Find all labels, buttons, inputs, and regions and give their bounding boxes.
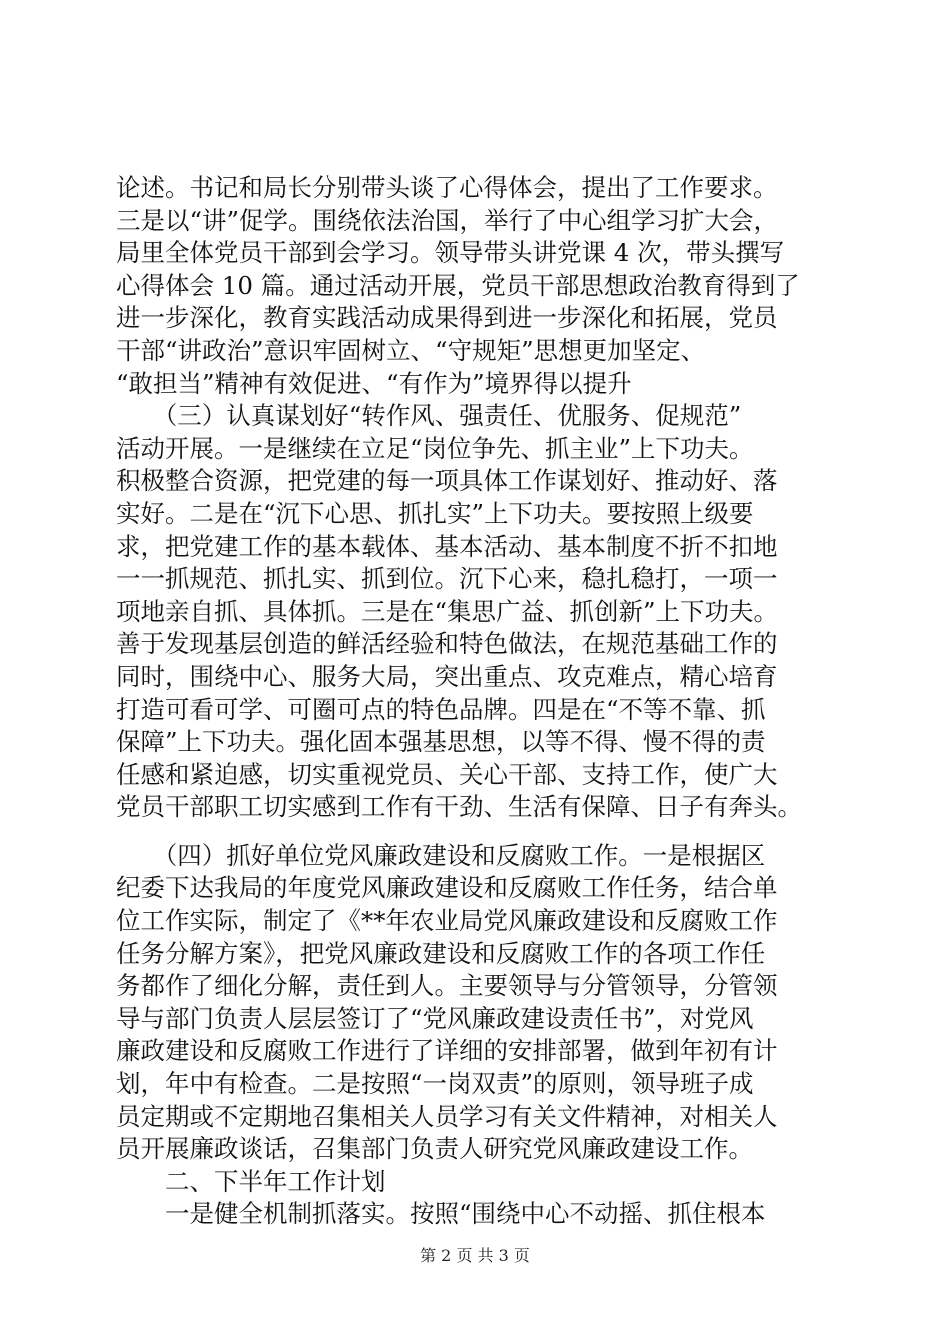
paragraph-block-1 [116, 172, 836, 400]
text-line: 员定期或不定期地召集相关人员学习有关文件精神，对相关人 [116, 1101, 778, 1131]
text-line: 划，年中有检查。二是按照“一岗双责”的原则，领导班子成 [116, 1069, 754, 1099]
text-line: 干部“讲政治”意识牢固树立、“守规矩”思想更加坚定、 [116, 335, 706, 365]
text-line: 心得体会 10 篇。通过活动开展，党员干部思想政治教育得到了 [116, 270, 800, 300]
text-line: 论述。书记和局长分别带头谈了心得体会，提出了工作要求。 [116, 173, 778, 202]
page-footer: 第 2 页 共 3 页 [420, 1246, 530, 1265]
text-line: 项地亲自抓、具体抓。三是在“集思广益、抓创新”上下功夫。 [116, 596, 779, 626]
text-line: 求，把党建工作的基本载体、基本活动、基本制度不折不扣地 [116, 531, 778, 561]
text-line: 任务分解方案》，把党风廉政建设和反腐败工作的各项工作任 [116, 938, 766, 968]
text-line: 积极整合资源，把党建的每一项具体工作谋划好、推动好、落 [116, 466, 778, 496]
paragraph-block-3 [116, 840, 836, 1231]
document-body [116, 172, 836, 1231]
text-line: （四）抓好单位党风廉政建设和反腐败工作。一是根据区 [116, 840, 766, 870]
text-line: 三是以“讲”促学。围绕依法治国，举行了中心组学习扩大会， [116, 205, 779, 235]
text-line: 员开展廉政谈话，召集部门负责人研究党风廉政建设工作。 [116, 1134, 753, 1164]
text-line: 任感和紧迫感，切实重视党员、关心干部、支持工作，使广大 [116, 759, 778, 789]
text-line: 善于发现基层创造的鲜活经验和特色做法，在规范基础工作的 [116, 629, 778, 659]
text-line: 进一步深化，教育实践活动成果得到进一步深化和拓展，党员 [116, 303, 778, 333]
text-line: 局里全体党员干部到会学习。领导带头讲党课 4 次，带头撰写 [116, 238, 785, 268]
text-line: 实好。二是在“沉下心思、抓扎实”上下功夫。要按照上级要 [116, 498, 754, 528]
text-line: “敢担当”精神有效促进、“有作为”境界得以提升 [116, 368, 632, 398]
text-line: 一一抓规范、抓扎实、抓到位。沉下心来，稳扎稳打，一项一 [116, 564, 778, 594]
text-line: （三）认真谋划好“转作风、强责任、优服务、促规范” [116, 401, 742, 431]
text-line: 活动开展。一是继续在立足“岗位争先、抓主业”上下功夫。 [116, 433, 754, 463]
text-line: 党员干部职工切实感到工作有干劲、生活有保障、日子有奔头。 [116, 792, 802, 822]
text-line: 导与部门负责人层层签订了“党风廉政建设责任书”，对党风 [116, 1003, 754, 1033]
text-line: 务都作了细化分解，责任到人。主要领导与分管领导，分管领 [116, 971, 778, 1001]
text-line: 保障”上下功夫。强化固本强基思想，以等不得、慢不得的责 [116, 727, 766, 757]
text-line: 一是健全机制抓落实。按照“围绕中心不动摇、抓住根本 [116, 1199, 766, 1229]
text-line: 廉政建设和反腐败工作进行了详细的安排部署，做到年初有计 [116, 1036, 778, 1066]
text-line: 同时，围绕中心、服务大局，突出重点、攻克难点，精心培育 [116, 661, 778, 691]
text-line: 位工作实际，制定了《**年农业局党风廉政建设和反腐败工作 [116, 906, 778, 936]
text-line: 纪委下达我局的年度党风廉政建设和反腐败工作任务，结合单 [116, 873, 778, 903]
paragraph-gap [116, 824, 836, 840]
paragraph-block-2 [116, 400, 836, 824]
section-heading: 二、下半年工作计划 [116, 1166, 386, 1196]
text-line: 打造可看可学、可圈可点的特色品牌。四是在“不等不靠、抓 [116, 694, 766, 724]
